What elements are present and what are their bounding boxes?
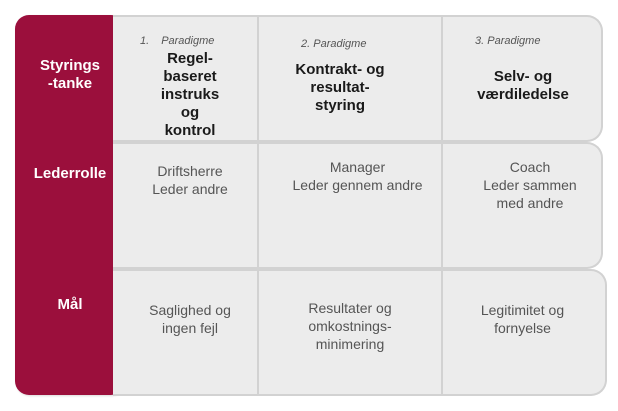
paradigm-2-title: Kontrakt- og resultat- styring bbox=[295, 61, 385, 114]
paradigm-3-text: Paradigme bbox=[487, 35, 541, 47]
paradigm-1-title: Regel- baseret instruks og kontrol bbox=[160, 50, 220, 139]
maal-cell-1: Saglighed og ingen fejl bbox=[149, 302, 231, 336]
paradigm-1-number: 1. bbox=[140, 35, 150, 47]
paradigm-2-number: 2. bbox=[301, 38, 311, 50]
lederrolle-cell-3: Coach Leder sammen med andre bbox=[483, 159, 577, 211]
paradigm-3-number: 3. bbox=[475, 35, 485, 47]
paradigm-1-label bbox=[140, 35, 214, 47]
row-label-maal: Mål bbox=[57, 296, 83, 313]
column-divider-2 bbox=[441, 15, 443, 396]
row-label-styringstanke: Styrings -tanke bbox=[39, 57, 100, 92]
paradigm-2-label bbox=[301, 38, 366, 50]
column-divider-1 bbox=[257, 15, 259, 396]
row-label-lederrolle: Lederrolle bbox=[33, 165, 107, 182]
paradigm-1-text: Paradigme bbox=[161, 35, 215, 47]
paradigm-3-title: Selv- og værdiledelse bbox=[477, 68, 569, 103]
paradigm-3-label bbox=[475, 35, 540, 47]
maal-cell-2: Resultater og omkostnings- minimering bbox=[308, 300, 392, 352]
lederrolle-cell-2: Manager Leder gennem andre bbox=[292, 159, 423, 193]
lederrolle-cell-1: Driftsherre Leder andre bbox=[152, 163, 228, 197]
paradigm-2-text: Paradigme bbox=[313, 38, 367, 50]
maal-cell-3: Legitimitet og fornyelse bbox=[480, 302, 565, 336]
